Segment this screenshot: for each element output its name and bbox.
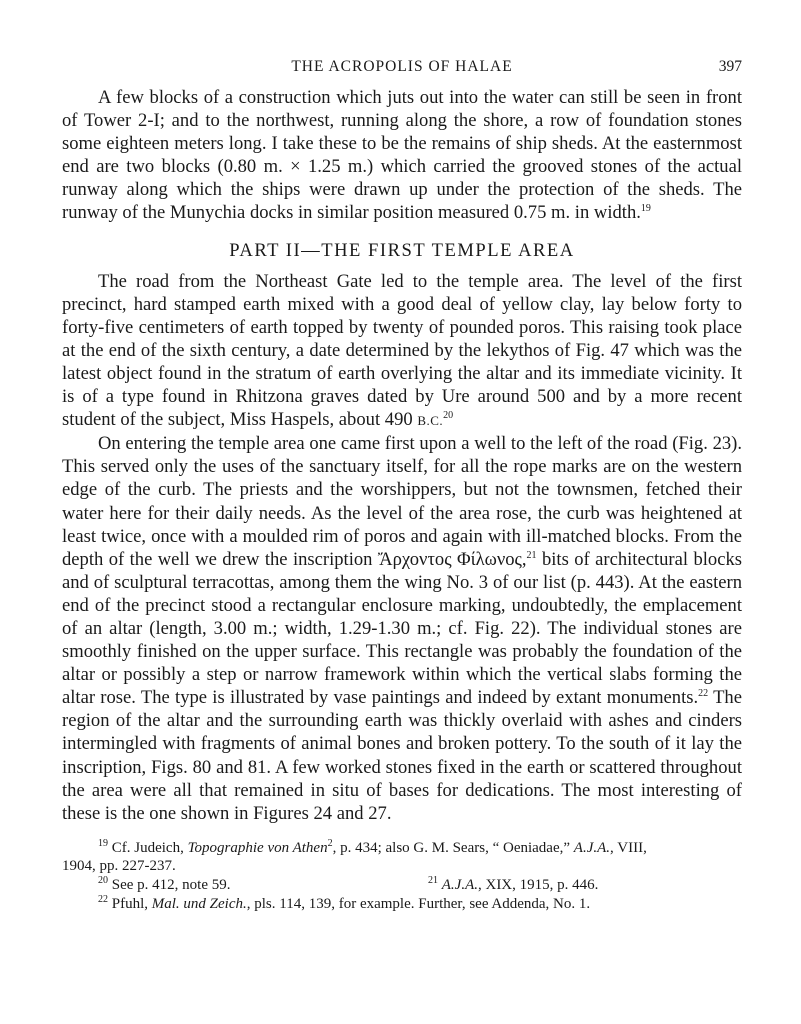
era-label: B.C. bbox=[417, 413, 444, 429]
greek-inscription: Ἄρχοντος Φίλωνος, bbox=[377, 548, 527, 570]
paragraph-road bbox=[62, 270, 742, 433]
footnote-ref-20[interactable]: 20 bbox=[443, 409, 454, 421]
footnote-20 bbox=[62, 876, 428, 895]
page-number: 397 bbox=[718, 58, 742, 75]
footnote-number: 20 bbox=[98, 875, 108, 886]
footnote-ref-19[interactable]: 19 bbox=[640, 203, 651, 215]
footnote-journal: A.J.A. bbox=[441, 877, 478, 893]
edition-sup: 2 bbox=[327, 837, 333, 849]
paragraph-text-3: The region of the altar and the surrounding earth was thickly overlaid with ashes and cinders intermingled with fragments of animal bones and broken pottery. To the south of it lay the inscription, Figs. 80 and 81. A few worked stones fixed in the earth or scattered throughout the area were all that remained in situ of bases for dedications. The most interesting of these is the one shown in Figures 24 and 27. bbox=[62, 687, 742, 824]
footnotes bbox=[62, 839, 742, 913]
footnote-text: , VIII, bbox=[610, 839, 647, 856]
paragraph-text: The road from the Northeast Gate led to the temple area. The level of the first precinct, hard stamped earth mixed with a good deal of yellow clay, lay below forty to forty-five centimeters of earth topped by twenty of pounded poros. This raising took place at the end of the sixth century, a date determined by the lekythos of Fig. 47 which was the latest object found in the stratum of earth overlying the altar and its immediate vicinity. It is of a type found in Rhitzona graves dated by Ure around 500 and by a more recent student of the subject, Miss Haspels, about 490 bbox=[62, 270, 742, 431]
footnote-text: , p. 434; also G. M. Sears, “ Oeniadae,” bbox=[332, 839, 571, 856]
footnote-journal: A.J.A. bbox=[573, 839, 611, 856]
paragraph-text: A few blocks of a construction which juts out into the water can still be seen in front of Tower 2-I; and to the northwest, running along the shore, a row of foundation stones some eighteen meters long. I take these to be the remains of ship sheds. At the easternmost end are two blocks (0.80 m. × 1.25 m.) which carried the grooved stones of the actual runway along which the ships were drawn up under the protection of the sheds. The runway of the Munychia docks in similar position measured 0.75 m. in width. bbox=[62, 87, 742, 224]
footnote-19-continuation: 1904, pp. 227-237. bbox=[62, 858, 176, 875]
footnote-text: , XIX, 1915, p. 446. bbox=[477, 877, 599, 893]
footnote-text: Cf. Judeich, bbox=[111, 839, 184, 856]
footnote-number: 21 bbox=[428, 875, 438, 886]
section-heading: PART II—THE FIRST TEMPLE AREA bbox=[229, 239, 575, 261]
book-page bbox=[62, 52, 742, 913]
footnote-22 bbox=[62, 895, 742, 914]
running-title: THE ACROPOLIS OF HALAE bbox=[291, 58, 513, 75]
footnote-text: , pls. 114, 139, for example. Further, see Addenda, No. 1. bbox=[246, 895, 591, 912]
footnote-text: See p. 412, note 59. bbox=[111, 877, 231, 893]
paragraph-temple-area bbox=[62, 432, 742, 825]
footnote-number: 22 bbox=[98, 893, 108, 905]
paragraph-text-2: bits of architectural blocks and of sculptural terracottas, among them the wing No. 3 of our list (p. 443). At the eastern end of the precinct stood a rectangular enclosure marking, undoubtedly, the emplacement of an altar (length, 3.00 m.; width, 1.29-1.30 m.; cf. Fig. 22). The individual stones are smoothly finished on the upper surface. This rectangle was probably the foundation of the altar or possibly a step or narrow framework within which the vertical slabs forming the altar rose. The type is illustrated by vase paintings and indeed by extant monuments. bbox=[62, 548, 742, 709]
footnote-ref-22[interactable]: 22 bbox=[698, 688, 709, 700]
footnote-19 bbox=[62, 839, 742, 858]
footnote-21 bbox=[428, 876, 742, 895]
footnote-title: Mal. und Zeich. bbox=[151, 895, 247, 912]
footnote-pair bbox=[62, 876, 742, 895]
footnote-text: Pfuhl, bbox=[111, 895, 149, 912]
paragraph-ship-sheds bbox=[62, 86, 742, 225]
footnote-title: Topographie von Athen bbox=[187, 839, 328, 856]
footnote-number: 19 bbox=[98, 837, 108, 849]
paragraph-text-1: On entering the temple area one came first upon a well to the left of the road (Fig. 23). This served only the uses of the sanctuary itself, for all the rope marks are on the western edge of the curb. The priests and the worshippers, but not the townsmen, fetched their water here for their daily needs. As the level of the area rose, the curb was heightened at least twice, once with a moulded rim of poros and again with ill-matched blocks. From the depth of the well we drew the inscription bbox=[62, 433, 742, 570]
footnote-ref-21[interactable]: 21 bbox=[526, 549, 537, 561]
running-head bbox=[62, 52, 742, 86]
